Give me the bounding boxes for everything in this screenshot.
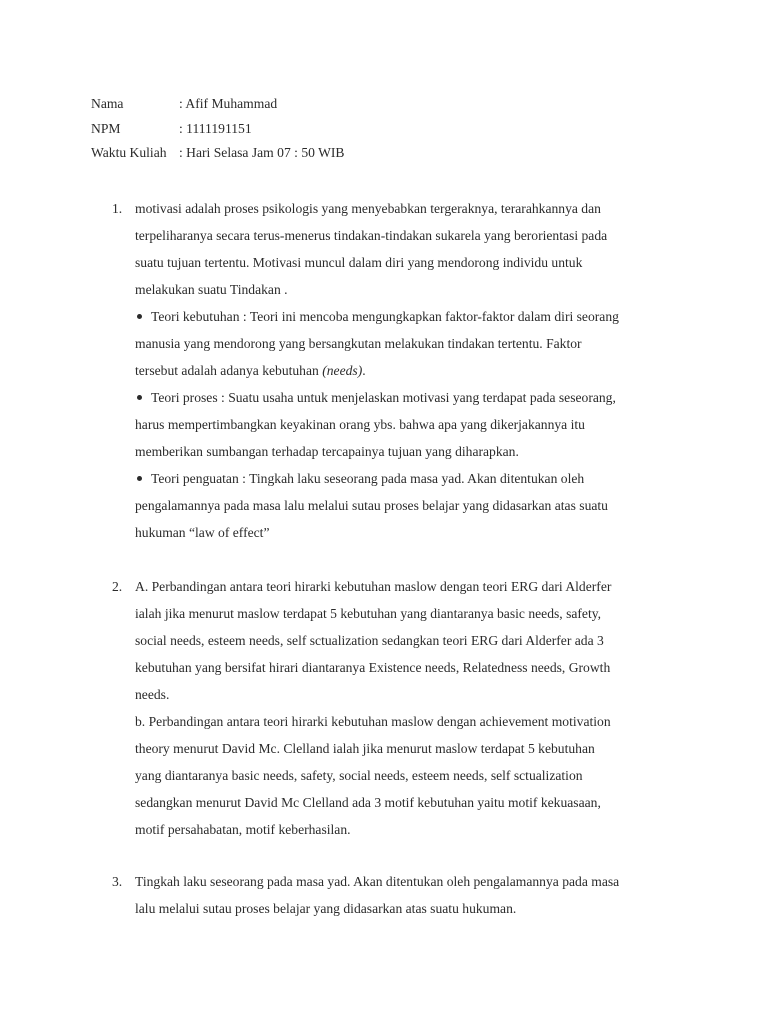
bullet-item: [135, 465, 695, 492]
paragraph-line: b. Perbandingan antara teori hirarki kebutuhan maslow dengan achievement motivation: [135, 714, 611, 729]
bullet-line: manusia yang mendorong yang bersangkutan melakukan tindakan tertentu. Faktor: [135, 336, 582, 351]
bullet-line: [135, 357, 695, 384]
item-text: [135, 573, 695, 843]
bullet-item: [135, 303, 695, 330]
bullet-text: tersebut adalah adanya kebutuhan: [135, 363, 323, 378]
period: .: [362, 363, 366, 378]
waktu-row: [91, 141, 711, 166]
bullet-line: hukuman “law of effect”: [135, 525, 270, 540]
bullet-line: memberikan sumbangan terhadap tercapainya tujuan yang diharapkan.: [135, 444, 519, 459]
paragraph-line: kebutuhan yang bersifat hirari diantaranya Existence needs, Relatedness needs, Growth: [135, 660, 611, 675]
npm-label: NPM: [91, 120, 121, 136]
needs-term: (needs): [322, 363, 363, 378]
paragraph-line: needs.: [135, 687, 170, 702]
bullet-icon: [137, 395, 142, 400]
nama-row: [91, 92, 711, 117]
paragraph-line: melakukan suatu Tindakan .: [135, 282, 288, 297]
nama-label: Nama: [91, 96, 124, 111]
npm-value: : 1111191151: [179, 120, 252, 136]
bullet-text: Teori proses : Suatu usaha untuk menjelaskan motivasi yang terdapat pada seseorang,: [151, 390, 616, 405]
paragraph-line: ialah jika menurut maslow terdapat 5 kebutuhan yang diantaranya basic needs, safety,: [135, 606, 602, 621]
paragraph-line: terpeliharanya secara terus-menerus tindakan-tindakan sukarela yang berorientasi pada: [135, 228, 608, 243]
paragraph-line: Tingkah laku seseorang pada masa yad. Akan ditentukan oleh pengalamannya pada masa: [135, 874, 620, 889]
item-text: [135, 868, 695, 922]
item-number: 2.: [112, 579, 123, 594]
paragraph-line: motivasi adalah proses psikologis yang menyebabkan tergeraknya, terarahkannya dan: [135, 201, 601, 216]
paragraph-line: A. Perbandingan antara teori hirarki kebutuhan maslow dengan teori ERG dari Alderfer: [135, 579, 612, 594]
bullet-icon: [137, 314, 142, 319]
paragraph-line: theory menurut David Mc. Clelland ialah jika menurut maslow terdapat 5 kebutuhan: [135, 741, 595, 756]
nama-value: : Afif Muhammad: [179, 96, 278, 111]
bullet-line: pengalamannya pada masa lalu melalui sutau proses belajar yang didasarkan atas suatu: [135, 498, 608, 513]
bullet-text: Teori kebutuhan : Teori ini mencoba mengungkapkan faktor-faktor dalam diri seorang: [151, 309, 619, 324]
item-text: [135, 195, 695, 546]
paragraph-line: social needs, esteem needs, self sctualization sedangkan teori ERG dari Alderfer ada 3: [135, 633, 604, 648]
waktu-label: Waktu Kuliah: [91, 145, 167, 160]
item-number: 3.: [112, 874, 123, 889]
bullet-text: Teori penguatan : Tingkah laku seseorang pada masa yad. Akan ditentukan oleh: [151, 471, 585, 486]
npm-row: [91, 117, 711, 142]
bullet-line: harus mempertimbangkan keyakinan orang ybs. bahwa apa yang dikerjakannya itu: [135, 417, 585, 432]
paragraph-line: sedangkan menurut David Mc Clelland ada 3 motif kebutuhan yaitu motif kekuasaan,: [135, 795, 601, 810]
paragraph-line: yang diantaranya basic needs, safety, social needs, esteem needs, self sctualization: [135, 768, 583, 783]
bullet-item: [135, 384, 695, 411]
paragraph-line: lalu melalui sutau proses belajar yang didasarkan atas suatu hukuman.: [135, 901, 517, 916]
paragraph-line: motif persahabatan, motif keberhasilan.: [135, 822, 351, 837]
waktu-value: : Hari Selasa Jam 07 : 50 WIB: [179, 145, 345, 160]
bullet-icon: [137, 476, 142, 481]
paragraph-line: suatu tujuan tertentu. Motivasi muncul dalam diri yang mendorong individu untuk: [135, 255, 583, 270]
student-info: [91, 92, 711, 166]
item-number: 1.: [112, 201, 123, 216]
